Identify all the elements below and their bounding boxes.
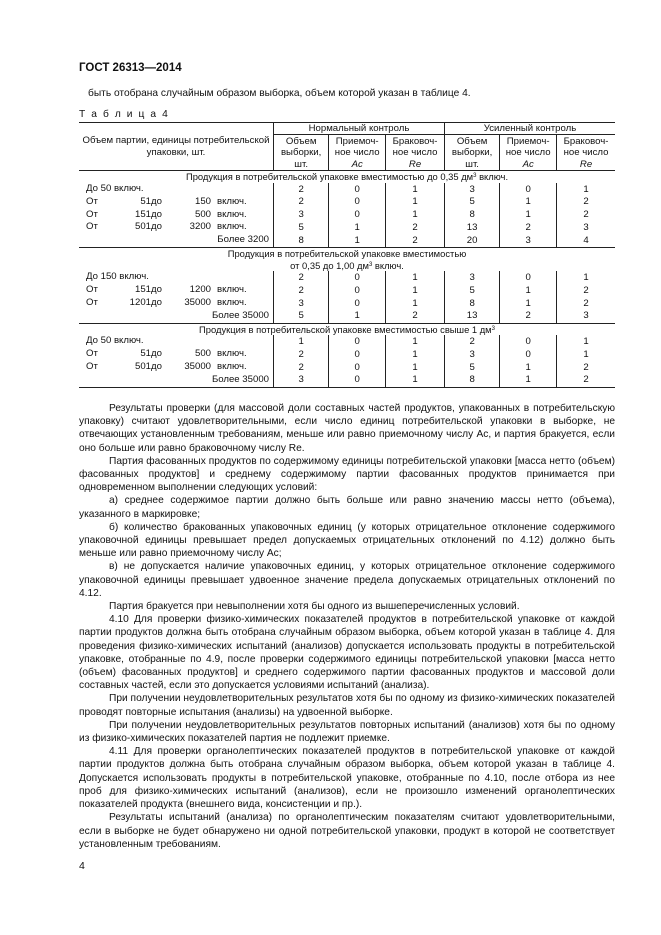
value-cell: 2 <box>274 284 329 297</box>
strict-re-header: Браковоч-ное число Re <box>557 135 615 171</box>
intro-line: быть отобрана случайным образом выборка, объем которой указан в таблице 4. <box>88 88 471 99</box>
value-cell: 0 <box>500 183 557 196</box>
body-text <box>79 402 615 851</box>
value-cell: 1 <box>500 361 557 374</box>
value-cell: 1 <box>386 183 445 196</box>
table-row <box>79 284 615 297</box>
value-cell: 0 <box>329 209 386 222</box>
strict-ac-header: Приемоч-ное число Ac <box>500 135 557 171</box>
table-row <box>79 234 615 247</box>
value-cell: 1 <box>557 348 615 361</box>
value-cell: 4 <box>557 234 615 247</box>
value-cell: 0 <box>500 348 557 361</box>
table-row <box>79 297 615 310</box>
value-cell: 20 <box>444 234 499 247</box>
value-cell: 2 <box>274 183 329 196</box>
value-cell: 1 <box>500 284 557 297</box>
paragraph: б) количество бракованных упаковочных единиц (у которых отрицательное отклонение содержимого упаковочной единицы превышает предел допускаемых отрицательных отклонений по 4.12) должно быть меньше или равно приемочному числу Ac; <box>79 521 615 560</box>
table-row <box>79 348 615 361</box>
group-heading-1: Продукция в потребительской упаковке вместимостью до 0,35 $дм^3$ включ. <box>79 171 615 183</box>
value-cell: 5 <box>274 310 329 323</box>
value-cell: 1 <box>386 361 445 374</box>
paragraph: Партия фасованных продуктов по содержимому единицы потребительской упаковки [масса нетто (объем) фасованных продуктов] и среднему содержимому партии фасованных продуктов принимается при одновременном выполнении следующих условий: <box>79 455 615 494</box>
value-cell: 1 <box>386 297 445 310</box>
group-heading-2b: от 0,35 до 1,00 $дм^3$ включ. <box>290 259 404 271</box>
value-cell: 13 <box>444 310 499 323</box>
group-heading-3: Продукция в потребительской упаковке вместимостью свыше 1 $дм^3$ <box>79 323 615 335</box>
value-cell: 1 <box>329 234 386 247</box>
table-row <box>79 374 615 387</box>
value-cell: 2 <box>386 234 445 247</box>
value-cell: 5 <box>274 221 329 234</box>
value-cell: 1 <box>500 297 557 310</box>
value-cell: 5 <box>444 284 499 297</box>
lot-size-cell: Более 35000 <box>211 309 269 321</box>
value-cell: 2 <box>274 271 329 284</box>
value-cell: 1 <box>386 284 445 297</box>
table-row <box>79 209 615 222</box>
table-row <box>79 271 615 284</box>
value-cell: 1 <box>557 335 615 348</box>
value-cell: 2 <box>500 221 557 234</box>
lot-size-cell: До 150 включ. <box>86 271 149 283</box>
value-cell: 3 <box>500 234 557 247</box>
paragraph: 4.10 Для проверки физико-химических показателей продуктов в потребительской упаковке от каждой партии продуктов должна быть отобрана случайным образом выборка, объем которой указан в таблице 4. Для проведения физико-химических испытаний (анализов) допускается использовать продукты в потребительской упаковке, отобранные по 4.9, после проверки содержимого единицы потребительской упаковки [масса нетто (объем) фасованных продуктов] и среднего содержимого партии фасованных продуктов и массовой доли составных частей, если это допускается условиями испытаний (анализа). <box>79 614 615 692</box>
paragraph: 4.11 Для проверки органолептических показателей продуктов в потребительской упаковке от каждой партии продуктов должна быть отобрана случайным образом выборка, объем которой указан в таблице 4. Допускается использовать продукты в потребительской упаковке, отобранные по 4.10, после отбора из нее проб для физико-химических испытаний (анализов), если не произошло изменений органолептических показателей продукта (внешнего вида, консистенции и пр.). <box>79 746 615 811</box>
value-cell: 2 <box>500 310 557 323</box>
paragraph: Результаты испытаний (анализа) по органолептическим показателям считают удовлетворительными, если в выборке не будет обнаружено ни одной потребительской упаковки, продукт в которой не соответствует установленным требованиям. <box>79 812 615 850</box>
lot-size-cell: От 51 до 500 включ. <box>86 347 247 359</box>
table-row <box>79 335 615 348</box>
value-cell: 0 <box>500 271 557 284</box>
value-cell: 0 <box>329 196 386 209</box>
value-cell: 3 <box>557 221 615 234</box>
value-cell: 2 <box>557 284 615 297</box>
value-cell: 1 <box>500 374 557 387</box>
table-caption: Т а б л и ц а 4 <box>79 109 170 120</box>
value-cell: 3 <box>444 271 499 284</box>
value-cell: 8 <box>444 209 499 222</box>
value-cell: 3 <box>274 297 329 310</box>
value-cell: 3 <box>274 209 329 222</box>
value-cell: 1 <box>329 310 386 323</box>
value-cell: 1 <box>557 183 615 196</box>
value-cell: 0 <box>329 183 386 196</box>
value-cell: 8 <box>274 234 329 247</box>
value-cell: 2 <box>557 209 615 222</box>
lot-size-header: Объем партии, единицы потребительской упаковки, шт. <box>79 123 274 171</box>
value-cell: 1 <box>386 196 445 209</box>
value-cell: 2 <box>274 348 329 361</box>
paragraph: Результаты проверки (для массовой доли составных частей продуктов, упакованных в потребительскую упаковку) считают удовлетворительными, если число единиц потребительской упаковки в выборке, не отвечающих установленным требованиям, меньше или равно приемочному числу Ac, и партия бракуется, если оно больше или равно браковочному числу Re. <box>79 403 615 454</box>
table-row <box>79 310 615 323</box>
value-cell: 2 <box>557 374 615 387</box>
value-cell: 1 <box>386 374 445 387</box>
value-cell: 1 <box>557 271 615 284</box>
value-cell: 2 <box>557 196 615 209</box>
value-cell: 3 <box>557 310 615 323</box>
lot-size-cell: От 1201 до 35000 включ. <box>86 296 247 308</box>
value-cell: 8 <box>444 297 499 310</box>
value-cell: 1 <box>329 221 386 234</box>
strict-sample-header: Объем выборки, шт. <box>444 135 499 171</box>
value-cell: 0 <box>329 361 386 374</box>
paragraph: а) среднее содержимое партии должно быть больше или равно значению массы нетто (объема), указанного в маркировке; <box>79 495 615 520</box>
table-row <box>79 196 615 209</box>
normal-control-header: Нормальный контроль <box>274 123 445 135</box>
value-cell: 0 <box>329 297 386 310</box>
table-row <box>79 221 615 234</box>
table-row <box>79 183 615 196</box>
value-cell: 0 <box>329 271 386 284</box>
value-cell: 1 <box>274 335 329 348</box>
value-cell: 1 <box>500 209 557 222</box>
lot-size-cell: Более 3200 <box>217 234 269 246</box>
value-cell: 3 <box>444 348 499 361</box>
paragraph: При получении неудовлетворительных результатов повторных испытаний (анализов) хотя бы по одному из физико-химических показателей партия не подлежит приемке. <box>79 719 615 745</box>
value-cell: 13 <box>444 221 499 234</box>
value-cell: 0 <box>329 335 386 348</box>
value-cell: 2 <box>444 335 499 348</box>
value-cell: 1 <box>386 209 445 222</box>
value-cell: 8 <box>444 374 499 387</box>
lot-size-cell: От 501 до 35000 включ. <box>86 360 247 372</box>
value-cell: 0 <box>329 374 386 387</box>
value-cell: 1 <box>386 271 445 284</box>
group-heading-2a: Продукция в потребительской упаковке вместимостью <box>79 248 615 260</box>
value-cell: 3 <box>444 183 499 196</box>
value-cell: 3 <box>274 374 329 387</box>
lot-size-cell: От 501 до 3200 включ. <box>86 221 247 233</box>
value-cell: 2 <box>386 221 445 234</box>
value-cell: 2 <box>557 297 615 310</box>
value-cell: 2 <box>386 310 445 323</box>
paragraph: Партия бракуется при невыполнении хотя бы одного из вышеперечисленных условий. <box>109 601 520 613</box>
normal-re-header: Браковоч-ное число Re <box>386 135 445 171</box>
value-cell: 1 <box>500 196 557 209</box>
document-code: ГОСТ 26313—2014 <box>79 62 182 74</box>
lot-size-cell: До 50 включ. <box>86 182 144 194</box>
value-cell: 2 <box>274 361 329 374</box>
value-cell: 2 <box>274 196 329 209</box>
lot-size-cell: От 151 до 500 включ. <box>86 208 247 220</box>
sampling-table <box>79 122 615 388</box>
value-cell: 0 <box>500 335 557 348</box>
lot-size-cell: От 151 до 1200 включ. <box>86 283 247 295</box>
page-number: 4 <box>79 860 85 872</box>
lot-size-cell: До 50 включ. <box>86 335 144 347</box>
table-row <box>79 361 615 374</box>
value-cell: 0 <box>329 284 386 297</box>
value-cell: 1 <box>386 348 445 361</box>
lot-size-cell: От 51 до 150 включ. <box>86 195 247 207</box>
value-cell: 1 <box>386 335 445 348</box>
paragraph: При получении неудовлетворительных результатов хотя бы по одному из физико-химических показателей проводят повторные испытания (анализы) на удвоенной выборке. <box>79 693 615 718</box>
lot-size-cell: Более 35000 <box>79 374 274 387</box>
normal-sample-header: Объем выборки, шт. <box>274 135 329 171</box>
value-cell: 0 <box>329 348 386 361</box>
strict-control-header: Усиленный контроль <box>444 123 615 135</box>
normal-ac-header: Приемоч-ное число Ac <box>329 135 386 171</box>
value-cell: 5 <box>444 361 499 374</box>
paragraph: в) не допускается наличие упаковочных единиц, у которых отрицательное отклонение содержимого упаковочной единицы превышает удвоенное значение предела допускаемых отрицательных отклонений по 4.12. <box>79 561 615 599</box>
value-cell: 5 <box>444 196 499 209</box>
value-cell: 2 <box>557 361 615 374</box>
